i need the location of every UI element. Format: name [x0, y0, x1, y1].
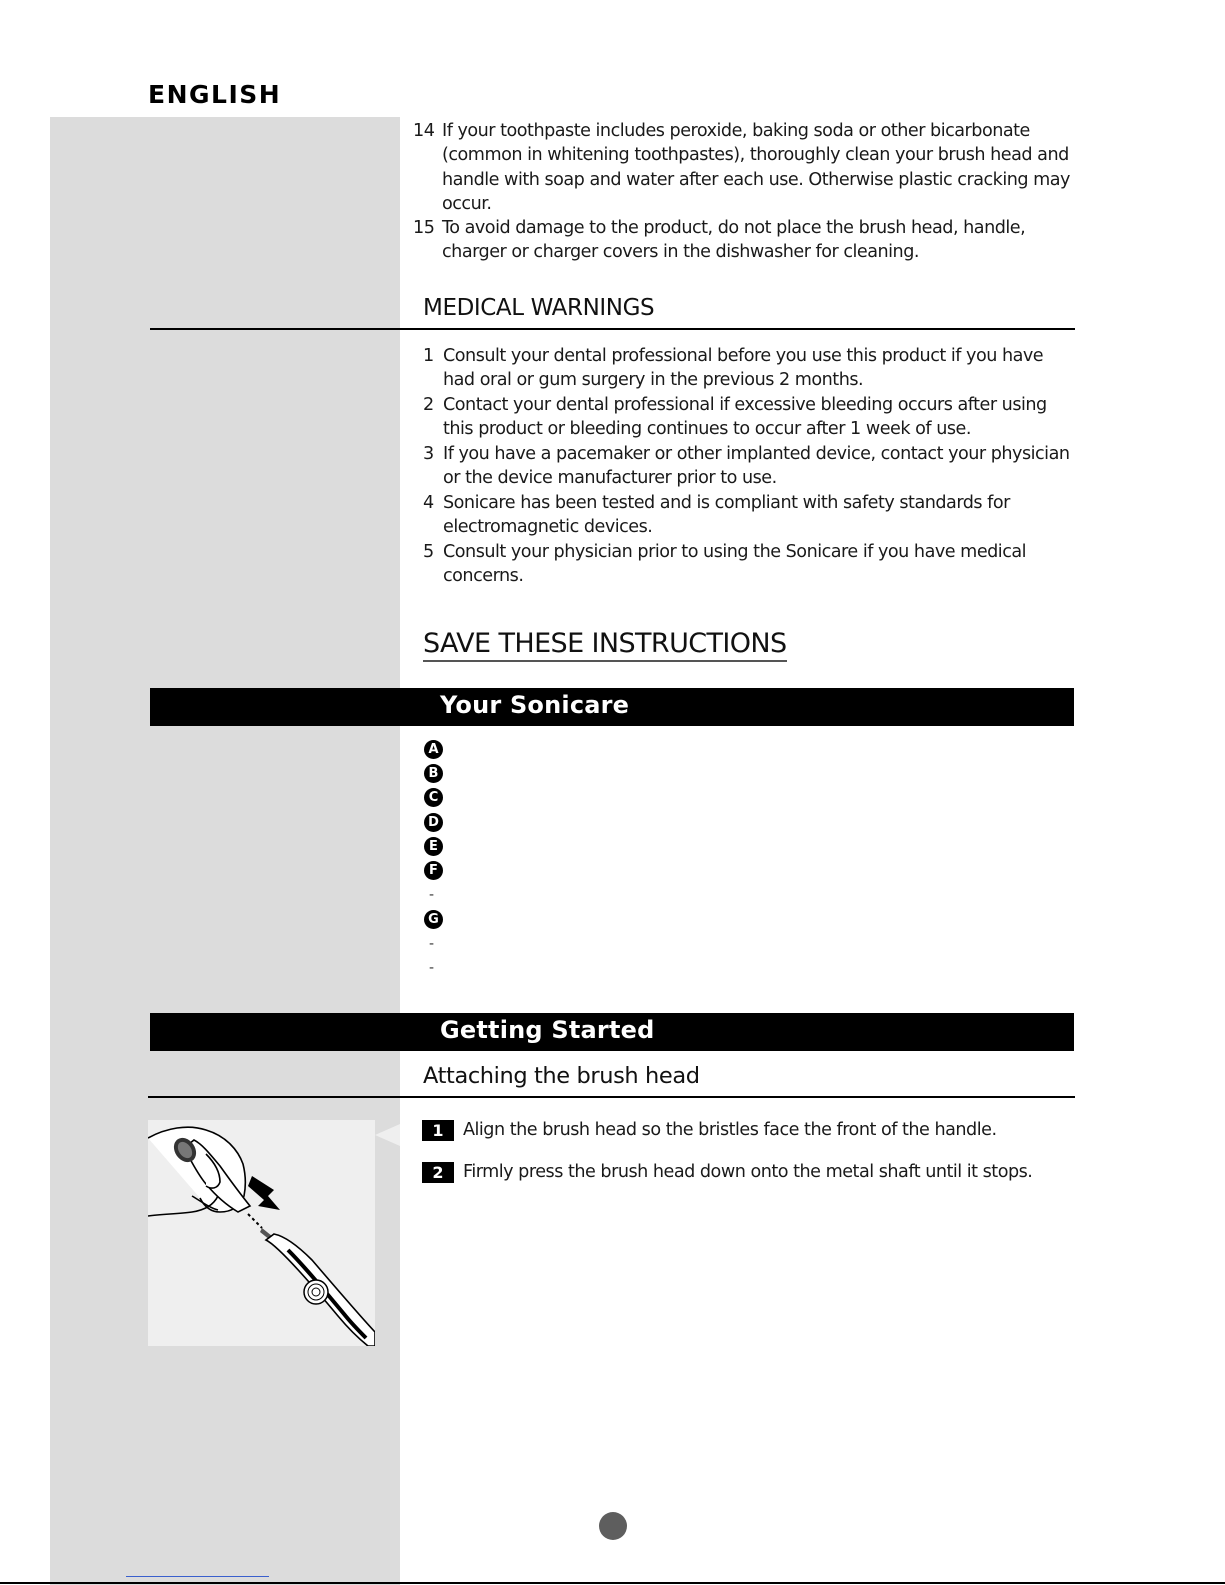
attaching-brush-head-heading: Attaching the brush head [423, 1063, 700, 1089]
item-text: Consult your dental professional before you use this product if you have had oral or gum surgery in the previous 2 months. [443, 346, 1044, 391]
item-text: Contact your dental professional if excessive bleeding occurs after using this product or bleeding continues to occur after 1 week of use. [443, 394, 1047, 440]
list-item [423, 393, 1078, 442]
component-markers [424, 737, 444, 980]
section-title: Your Sonicare [440, 691, 630, 719]
safety-list [413, 119, 1078, 265]
list-item [413, 216, 1078, 265]
marker-e [424, 834, 444, 858]
marker-f [424, 858, 444, 882]
hand-attaching-brush-icon [148, 1120, 375, 1346]
list-item [423, 491, 1078, 540]
dash-bullet: - [429, 886, 435, 903]
list-item [413, 119, 1078, 216]
step-item [422, 1118, 1082, 1142]
step-number-badge: 1 [422, 1120, 454, 1141]
dash-bullet: - [429, 959, 435, 976]
callout-pointer [375, 1124, 400, 1146]
item-text: Consult your physician prior to using the Sonicare if you have medical concerns. [443, 541, 1027, 587]
sidebar-column [50, 117, 400, 1585]
item-text: To avoid damage to the product, do not place the brush head, handle, charger or charger covers in the dishwasher for cleaning. [442, 218, 1026, 263]
step-number-badge: 2 [422, 1162, 454, 1183]
item-text: If your toothpaste includes peroxide, baking soda or other bicarbonate (common in whitening toothpastes), thoroughly clean your brush head and handle with soap and water after each use. Otherwise plastic cracking may occur. [442, 121, 1070, 214]
marker-dash [424, 956, 444, 980]
item-number: 14 [413, 121, 435, 141]
medical-warnings-heading: MEDICAL WARNINGS [423, 295, 655, 321]
list-item [423, 442, 1078, 491]
callout-circle-icon: E [424, 837, 443, 856]
save-instructions-heading: SAVE THESE INSTRUCTIONS [423, 628, 787, 662]
callout-circle-icon: G [424, 910, 443, 929]
item-number: 3 [423, 443, 434, 464]
callout-circle-icon: F [424, 861, 443, 880]
step-item [422, 1160, 1082, 1184]
language-header: ENGLISH [148, 80, 282, 109]
page-number-dot [599, 1512, 627, 1540]
dash-bullet: - [429, 935, 435, 952]
marker-dash [424, 931, 444, 955]
callout-circle-icon: C [424, 788, 443, 807]
bottom-link-underline [126, 1576, 269, 1577]
your-sonicare-section-bar [150, 688, 1074, 726]
marker-g [424, 907, 444, 931]
marker-dash [424, 883, 444, 907]
medical-warnings-list [423, 344, 1078, 589]
attach-steps [422, 1118, 1082, 1202]
item-number: 5 [423, 541, 434, 562]
brush-head-illustration [148, 1120, 375, 1346]
getting-started-section-bar [150, 1013, 1074, 1051]
callout-circle-icon: A [424, 740, 443, 759]
marker-a [424, 737, 444, 761]
callout-circle-icon: D [424, 813, 443, 832]
marker-c [424, 786, 444, 810]
item-number: 2 [423, 394, 434, 415]
step-text: Align the brush head so the bristles face the front of the handle. [463, 1120, 997, 1140]
item-text: If you have a pacemaker or other implanted device, contact your physician or the device manufacturer prior to use. [443, 443, 1070, 489]
medical-heading-rule [150, 328, 1075, 330]
list-item [423, 540, 1078, 589]
item-number: 4 [423, 492, 434, 513]
page-bottom-border [0, 1582, 1225, 1584]
item-text: Sonicare has been tested and is compliant with safety standards for electromagnetic devices. [443, 492, 1010, 538]
section-title: Getting Started [440, 1016, 655, 1044]
step-text: Firmly press the brush head down onto the metal shaft until it stops. [463, 1162, 1033, 1182]
item-number: 15 [413, 218, 435, 239]
item-number: 1 [423, 346, 434, 366]
marker-d [424, 810, 444, 834]
list-item [423, 344, 1078, 393]
marker-b [424, 761, 444, 785]
subheading-rule [148, 1096, 1075, 1098]
callout-circle-icon: B [424, 764, 443, 783]
